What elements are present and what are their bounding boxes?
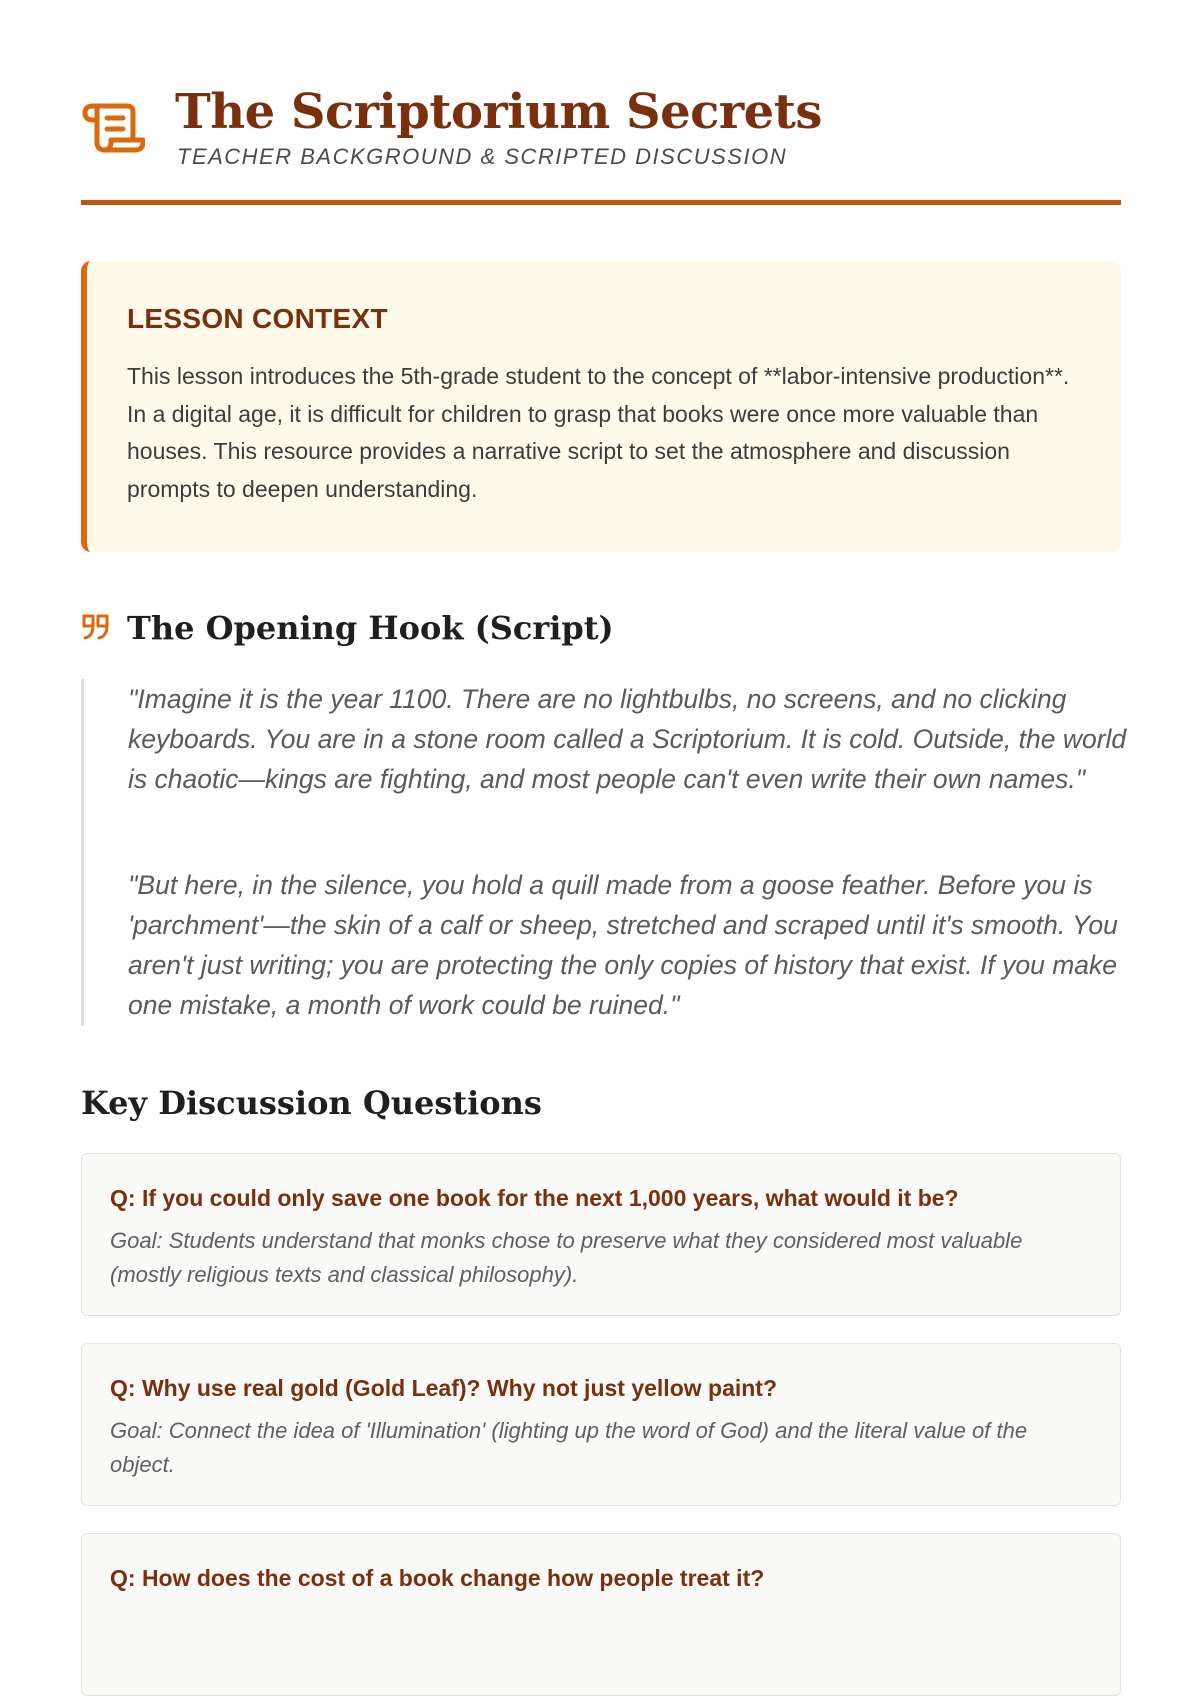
page-header — [81, 80, 1121, 208]
lesson-context-body: This lesson introduces the 5th-grade student to the concept of **labor-intensive production**. In a digital age, it is difficult for children to grasp that books were once more valuable than houses. This resource provides a narrative script to set the atmosphere and discussion prompts to deepen understanding. — [127, 363, 1070, 502]
lesson-context-heading: LESSON CONTEXT — [127, 303, 388, 334]
header-divider — [81, 200, 1121, 205]
question-goal: Goal: Connect the idea of 'Illumination' (lighting up the word of God) and the literal value of the object. — [110, 1418, 1028, 1477]
opening-hook-header — [81, 605, 1121, 653]
question-goal: Goal: Students understand that monks chose to preserve what they considered most valuable (mostly religious texts and classical philosophy). — [110, 1228, 1023, 1287]
question-text: Q: If you could only save one book for the next 1,000 years, what would it be? — [110, 1185, 959, 1211]
script-blockquote — [81, 679, 1127, 1026]
quote-icon — [81, 612, 111, 642]
opening-hook-heading: The Opening Hook (Script) — [127, 609, 614, 647]
question-card — [81, 1343, 1121, 1506]
page-title: The Scriptorium Secrets — [175, 84, 822, 140]
page-subtitle: TEACHER BACKGROUND & SCRIPTED DISCUSSION — [177, 144, 788, 169]
question-card — [81, 1153, 1121, 1316]
script-paragraph: "But here, in the silence, you hold a quill made from a goose feather. Before you is 'parchment'—the skin of a calf or sheep, stretched and scraped until it's smooth. You aren't just writing; you are protecting the only copies of history that exist. If you make one mistake, a month of work could be ruined." — [128, 870, 1118, 1020]
lesson-context-box — [81, 261, 1121, 552]
question-text: Q: Why use real gold (Gold Leaf)? Why not just yellow paint? — [110, 1375, 778, 1401]
script-paragraph: "Imagine it is the year 1100. There are no lightbulbs, no screens, and no clicking keyboards. You are in a stone room called a Scriptorium. It is cold. Outside, the world is chaotic—kings are fighting, and most people can't even write their own names." — [128, 684, 1127, 794]
scroll-icon — [81, 94, 145, 158]
question-text: Q: How does the cost of a book change how people treat it? — [110, 1565, 765, 1591]
discussion-heading: Key Discussion Questions — [81, 1084, 542, 1122]
question-card — [81, 1533, 1121, 1696]
